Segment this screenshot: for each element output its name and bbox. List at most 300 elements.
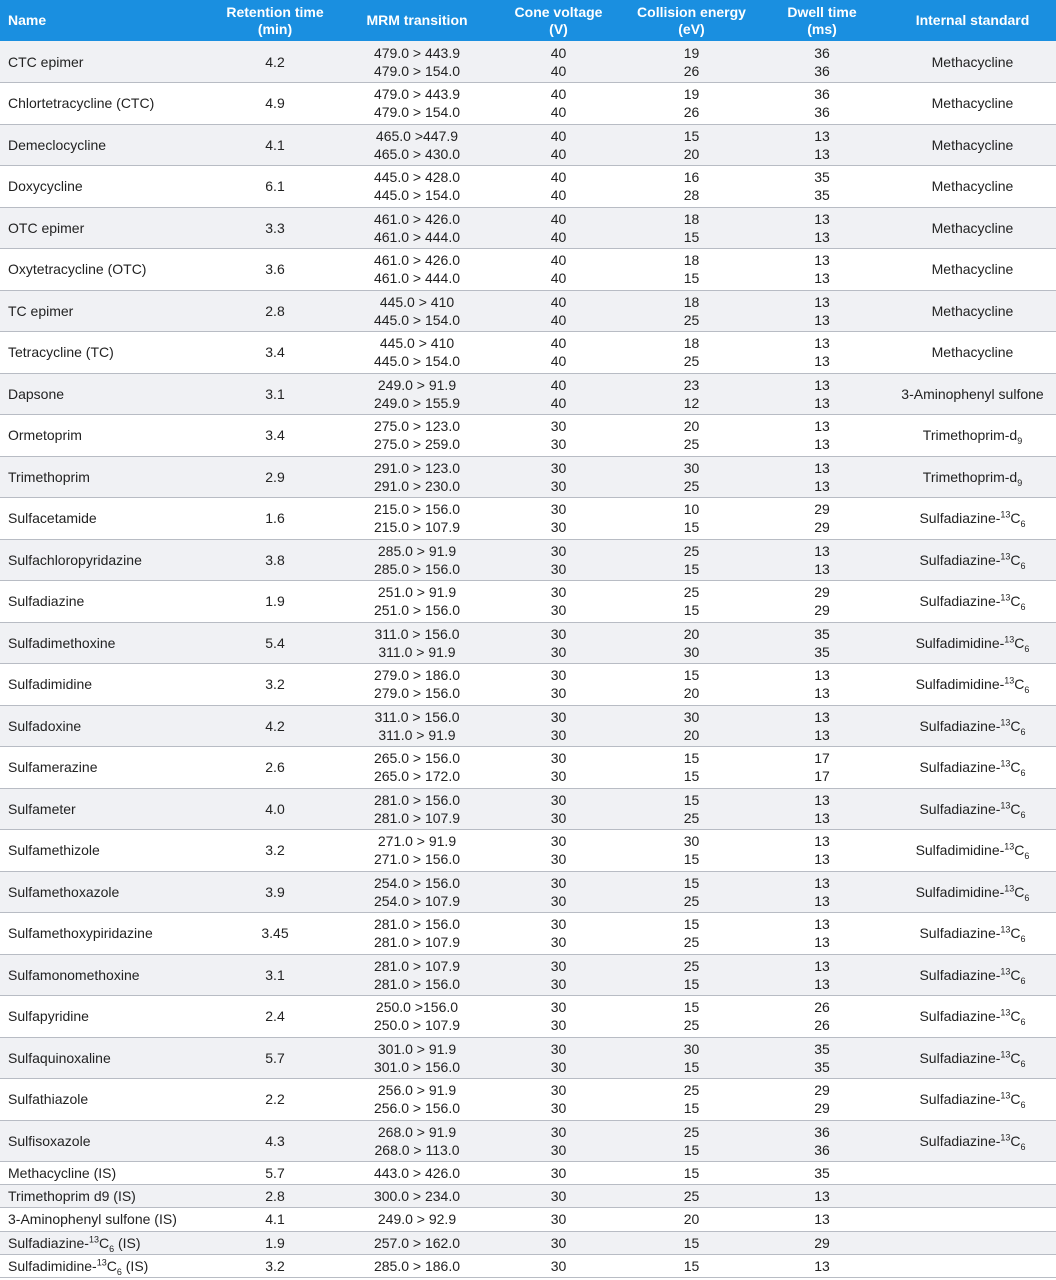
dwell-time: 29 [814,602,830,619]
dwell-time-cell [755,539,889,581]
chem-part-sup: 13 [96,1257,107,1268]
compound-name: Oxytetracycline (OTC) [8,261,147,278]
collision-energy: 15 [683,667,700,684]
compound-name: Sulfamerazine [8,759,98,776]
chem-part-main: Sulfadiazine- [919,1049,1001,1066]
cone-voltage: 30 [550,602,567,619]
cone-voltage: 30 [550,1211,567,1228]
retention-time: 4.0 [265,800,285,817]
chem-part-main: Sulfadiazine- [919,925,1001,942]
chem-part-sup: 13 [1000,1090,1011,1101]
internal-standard [889,581,1056,623]
collision-energy: 15 [683,874,700,891]
chem-part-tail: C [1010,717,1021,734]
dwell-time-cell [755,913,889,955]
mrm-transition: 285.0 > 156.0 [373,560,461,577]
is-table-row [0,1185,1056,1208]
mrm-transition: 461.0 > 444.0 [373,228,461,245]
chem-part-sub: 6 [1020,1017,1026,1028]
cone-voltage: 40 [550,62,567,79]
chem-part-main: Trimethoprim-d [922,427,1018,444]
collision-energy: 30 [683,708,700,725]
dwell-time: 13 [814,335,830,352]
chem-part-sup: 13 [1000,551,1011,562]
cone-voltage: 30 [550,1257,567,1274]
dwell-time: 13 [814,542,830,559]
dwell-time-cell [755,788,889,830]
internal-standard [889,332,1056,374]
dwell-time-cell [755,415,889,457]
is-table-row [0,1208,1056,1231]
dwell-time: 29 [814,1100,830,1117]
retention-time: 4.2 [265,53,285,70]
chem-part-tail: C [1014,883,1025,900]
dwell-time: 13 [814,667,830,684]
collision-energy: 25 [683,477,700,494]
retention-time: 4.1 [265,136,285,153]
collision-energy: 18 [683,293,700,310]
dwell-time: 13 [814,228,830,245]
internal-standard [889,871,1056,913]
retention-time: 1.6 [265,510,285,527]
cone-voltage: 40 [550,252,567,269]
chem-part-sub: 6 [1020,602,1026,613]
header-retention-time-line1: Retention time [226,3,324,20]
collision-energy: 23 [683,376,700,393]
mrm-transition-cell [345,498,489,540]
header-cone-voltage [489,0,628,41]
mrm-transition: 461.0 > 444.0 [373,270,461,287]
dwell-time: 36 [814,44,830,61]
table-row [0,1079,1056,1121]
table-row [0,1120,1056,1162]
dwell-time-cell [755,373,889,415]
compound-name: Sulfachloropyridazine [8,551,142,568]
dwell-time: 13 [814,293,830,310]
cone-voltage: 40 [550,228,567,245]
cone-voltage: 30 [550,975,567,992]
collision-energy-cell [628,581,755,623]
cone-voltage-cell [489,124,628,166]
internal-standard [889,747,1056,789]
collision-energy: 30 [683,833,700,850]
collision-energy: 15 [683,228,700,245]
chem-part-main: Trimethoprim-d [922,468,1018,485]
collision-energy: 20 [683,685,700,702]
chem-part-tail: C [1010,593,1021,610]
dwell-time: 13 [814,833,830,850]
table-row [0,622,1056,664]
cone-voltage-cell [489,705,628,747]
dwell-time-cell [755,83,889,125]
cone-voltage: 30 [550,625,567,642]
table-row [0,498,1056,540]
collision-energy: 20 [683,145,700,162]
cone-voltage: 30 [550,791,567,808]
retention-time: 2.8 [265,1188,285,1205]
header-collision-energy-line1: Collision energy [637,3,746,20]
collision-energy: 18 [683,335,700,352]
collision-energy-cell [628,830,755,872]
collision-energy: 19 [683,44,700,61]
cone-voltage: 40 [550,376,567,393]
collision-energy: 26 [683,104,700,121]
mrm-transition: 443.0 > 426.0 [373,1165,461,1182]
cone-voltage: 30 [550,459,567,476]
collision-energy: 15 [683,768,700,785]
chem-part-sup: 13 [1000,1049,1011,1060]
internal-standard [889,622,1056,664]
compound-name: Sulfathiazole [8,1091,89,1108]
internal-standard-empty [889,1254,1056,1277]
chem-part-sub: 6 [1024,643,1030,654]
table-row [0,747,1056,789]
collision-energy: 28 [683,187,700,204]
chem-part-main: Sulfadimidine- [915,634,1005,651]
collision-energy: 12 [683,394,700,411]
retention-time: 3.4 [265,344,285,361]
chem-part-main: Sulfadiazine- [919,800,1001,817]
dwell-time-cell [755,747,889,789]
collision-energy: 25 [683,311,700,328]
collision-energy: 20 [683,418,700,435]
dwell-time: 13 [814,210,830,227]
chem-part-sub: 6 [1020,1058,1026,1069]
chem-part-tail: C [1010,510,1021,527]
compound-name: Sulfisoxazole [8,1132,91,1149]
mrm-transition: 281.0 > 107.9 [373,934,461,951]
collision-energy: 15 [683,975,700,992]
cone-voltage: 30 [550,708,567,725]
collision-energy: 15 [683,1257,700,1274]
table-row [0,996,1056,1038]
chem-part-main: Methacycline [931,95,1014,112]
mrm-transition: 215.0 > 156.0 [373,501,461,518]
cone-voltage-cell [489,1037,628,1079]
mrm-transition-cell [345,249,489,291]
mrm-transition-cell [345,830,489,872]
cone-voltage: 30 [550,584,567,601]
compound-name: Sulfadiazine [8,593,85,610]
retention-time: 3.4 [265,427,285,444]
chem-part-sub: 6 [1020,1141,1026,1152]
dwell-time: 35 [814,169,830,186]
chem-part-sup: 13 [1004,883,1015,894]
mrm-transition-cell [345,539,489,581]
cone-voltage-cell [489,871,628,913]
cone-voltage: 30 [550,1100,567,1117]
cone-voltage: 30 [550,1017,567,1034]
mrm-transition-cell [345,1037,489,1079]
cone-voltage: 30 [550,809,567,826]
dwell-time: 13 [814,892,830,909]
dwell-time: 36 [814,86,830,103]
chem-part-main: Methacycline [931,302,1014,319]
dwell-time-cell [755,290,889,332]
chem-part-tail: C [1010,925,1021,942]
mrm-transition: 256.0 > 156.0 [373,1100,461,1117]
chem-part-sup: 13 [1000,1007,1011,1018]
cone-voltage: 30 [550,768,567,785]
collision-energy-cell [628,249,755,291]
collision-energy-cell [628,207,755,249]
retention-time: 4.9 [265,95,285,112]
compound-name: Doxycycline [8,178,83,195]
mrm-transition: 271.0 > 156.0 [373,851,461,868]
mrm-transition: 268.0 > 91.9 [377,1123,457,1140]
mrm-transition: 300.0 > 234.0 [373,1188,461,1205]
chem-part-sup: 13 [1000,509,1011,520]
chem-part-main: Methacycline [931,53,1014,70]
compound-name: Demeclocycline [8,136,107,153]
dwell-time: 13 [814,560,830,577]
internal-standard-empty [889,1208,1056,1231]
mrm-transition-cell [345,207,489,249]
dwell-time-cell [755,1079,889,1121]
collision-energy-cell [628,83,755,125]
table-row [0,83,1056,125]
cone-voltage: 40 [550,187,567,204]
chem-part-sup: 13 [1000,1132,1011,1143]
cone-voltage: 40 [550,353,567,370]
mrm-transition: 254.0 > 107.9 [373,892,461,909]
mrm-transition: 281.0 > 156.0 [373,975,461,992]
cone-voltage: 30 [550,833,567,850]
dwell-time: 13 [814,394,830,411]
retention-time: 3.1 [265,385,285,402]
collision-energy-cell [628,996,755,1038]
chem-part-tail: C [1010,551,1021,568]
mrm-transition: 445.0 > 154.0 [373,311,461,328]
cone-voltage: 40 [550,270,567,287]
cone-voltage: 30 [550,892,567,909]
chem-part-sup: 13 [1000,924,1011,935]
mrm-transition-cell [345,996,489,1038]
cone-voltage-cell [489,1120,628,1162]
header-cone-voltage-line1: Cone voltage [514,3,603,20]
collision-energy-cell [628,788,755,830]
internal-standard [889,498,1056,540]
dwell-time-cell [755,830,889,872]
internal-standard [889,41,1056,83]
cone-voltage: 40 [550,86,567,103]
cone-voltage: 30 [550,851,567,868]
collision-energy-cell [628,166,755,208]
cone-voltage-cell [489,166,628,208]
table-row [0,954,1056,996]
cone-voltage: 30 [550,1040,567,1057]
collision-energy-cell [628,954,755,996]
table-row [0,249,1056,291]
retention-time: 5.4 [265,634,285,651]
collision-energy: 25 [683,1017,700,1034]
dwell-time: 13 [814,145,830,162]
table-row [0,166,1056,208]
retention-time: 2.9 [265,468,285,485]
internal-standard [889,207,1056,249]
compound-name: Sulfadimethoxine [8,634,116,651]
mrm-transition: 251.0 > 91.9 [377,584,457,601]
dwell-time: 36 [814,104,830,121]
table-row [0,373,1056,415]
collision-energy: 15 [683,851,700,868]
table-row [0,539,1056,581]
mrm-transition: 445.0 > 428.0 [373,169,461,186]
chem-part-main: Trimethoprim d9 (IS) [8,1188,136,1205]
cone-voltage-cell [489,664,628,706]
retention-time: 3.6 [265,261,285,278]
is-compound-name [0,1254,205,1277]
collision-energy: 15 [683,1234,700,1251]
dwell-time: 13 [814,685,830,702]
chem-part-main: Sulfadiazine- [919,717,1001,734]
cone-voltage: 40 [550,293,567,310]
collision-energy: 25 [683,809,700,826]
collision-energy: 30 [683,459,700,476]
dwell-time: 13 [814,916,830,933]
compound-name: Sulfaquinoxaline [8,1049,111,1066]
chem-part-main: Methacycline [931,219,1014,236]
header-mrm-transition: MRM transition [366,12,468,28]
chem-part-main: Sulfadimidine- [915,842,1005,859]
cone-voltage: 40 [550,335,567,352]
collision-energy: 15 [683,1058,700,1075]
cone-voltage: 40 [550,394,567,411]
internal-standard [889,1079,1056,1121]
mrm-transition: 301.0 > 91.9 [377,1040,457,1057]
dwell-time: 13 [814,809,830,826]
dwell-time-cell [755,41,889,83]
dwell-time-cell [755,1120,889,1162]
dwell-time: 13 [814,311,830,328]
internal-standard [889,415,1056,457]
dwell-time: 13 [814,353,830,370]
cone-voltage: 30 [550,1123,567,1140]
internal-standard [889,913,1056,955]
mrm-transition-cell [345,83,489,125]
mrm-transition: 256.0 > 91.9 [377,1082,457,1099]
dwell-time: 13 [814,1211,830,1228]
dwell-time-cell [755,332,889,374]
chem-part-main: Sulfadiazine- [919,759,1001,776]
collision-energy-cell [628,1079,755,1121]
collision-energy: 20 [683,726,700,743]
cone-voltage-cell [489,498,628,540]
dwell-time: 36 [814,1141,830,1158]
retention-time: 1.9 [265,593,285,610]
collision-energy: 10 [683,501,700,518]
dwell-time: 36 [814,62,830,79]
chem-part-sub: 6 [1020,768,1026,779]
collision-energy: 25 [683,892,700,909]
table-row [0,664,1056,706]
collision-energy-cell [628,871,755,913]
compound-name: Sulfacetamide [8,510,97,527]
table-row [0,456,1056,498]
chem-part-sub: 6 [1024,892,1030,903]
cone-voltage: 30 [550,1058,567,1075]
chem-part-sup: 13 [1000,717,1011,728]
table-row [0,1037,1056,1079]
mrm-transition: 311.0 > 91.9 [378,726,456,743]
retention-time: 6.1 [265,178,285,195]
table-row [0,705,1056,747]
compound-name: Sulfamonomethoxine [8,966,140,983]
dwell-time: 35 [814,643,830,660]
chem-part-main: Sulfadimidine- [915,676,1005,693]
chem-part-sup: 13 [1000,800,1011,811]
chem-part-tail: C [98,1234,110,1251]
collision-energy: 30 [683,1040,700,1057]
mrm-transition-cell [345,124,489,166]
cone-voltage-cell [489,539,628,581]
chem-part-sub: 6 [1024,851,1030,862]
cone-voltage: 40 [550,210,567,227]
collision-energy-cell [628,747,755,789]
retention-time: 2.4 [265,1008,285,1025]
cone-voltage-cell [489,415,628,457]
compound-name: Trimethoprim [8,468,90,485]
collision-energy-cell [628,539,755,581]
chem-part-sup: 13 [1004,841,1015,852]
cone-voltage-cell [489,622,628,664]
cone-voltage: 30 [550,1141,567,1158]
mrm-transition: 311.0 > 91.9 [378,643,456,660]
collision-energy: 25 [683,934,700,951]
internal-standard [889,664,1056,706]
collision-energy: 25 [683,436,700,453]
dwell-time-cell [755,166,889,208]
dwell-time-cell [755,498,889,540]
chem-part-suffix: (IS) [121,1257,149,1274]
collision-energy: 15 [683,1141,700,1158]
dwell-time: 35 [814,1058,830,1075]
chem-part-sub: 6 [1024,685,1030,696]
collision-energy: 25 [683,584,700,601]
mrm-transition-cell [345,415,489,457]
table-row [0,913,1056,955]
dwell-time: 13 [814,851,830,868]
collision-energy-cell [628,124,755,166]
dwell-time: 35 [814,625,830,642]
cone-voltage: 40 [550,127,567,144]
internal-standard [889,290,1056,332]
cone-voltage-cell [489,581,628,623]
mrm-transition-cell [345,332,489,374]
retention-time: 3.2 [265,1257,285,1274]
dwell-time-cell [755,705,889,747]
collision-energy: 16 [683,169,700,186]
table-row [0,871,1056,913]
internal-standard-empty [889,1231,1056,1254]
table-row [0,41,1056,83]
collision-energy: 15 [683,750,700,767]
collision-energy-cell [628,290,755,332]
mrm-transition: 257.0 > 162.0 [373,1234,461,1251]
mrm-transition: 479.0 > 154.0 [373,104,461,121]
collision-energy: 18 [683,210,700,227]
mrm-transition: 281.0 > 107.9 [373,809,461,826]
chem-part-main: Sulfadiazine- [919,510,1001,527]
dwell-time: 13 [814,418,830,435]
cone-voltage: 40 [550,44,567,61]
chem-part-tail: C [1010,966,1021,983]
mrm-transition: 281.0 > 156.0 [373,916,461,933]
header-dwell-time-unit: (ms) [807,20,837,37]
cone-voltage: 30 [550,1082,567,1099]
collision-energy-cell [628,332,755,374]
collision-energy: 15 [683,791,700,808]
